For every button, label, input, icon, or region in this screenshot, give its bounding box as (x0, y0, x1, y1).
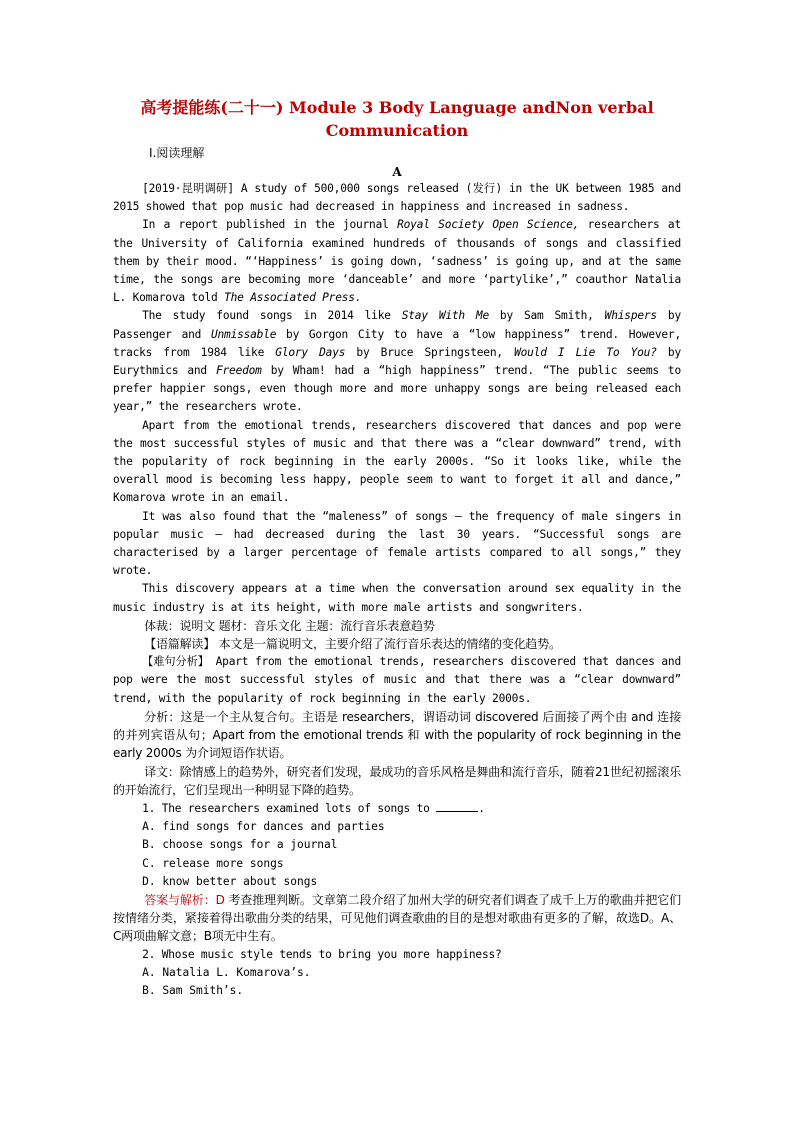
question-1-option-a: A. find songs for dances and parties (142, 820, 385, 834)
passage-paragraph-4: Apart from the emotional trends, researchers discovered that dances and pop were the most successful styles of music and that there was a “clear downward” trend, with the popularity of rock beginning in the early 2000s. “So it looks like, while the overall mood is becoming less happy, people seem to want to forget it all and dance,” Komarova wrote in an email. (113, 418, 681, 505)
title-line-2: Communication (325, 121, 469, 140)
question-1-answer: 答案与解析：D 考查推理判断。文章第二段介绍了加州大学的研究者们调查了成千上万的歌曲并把它们按情绪分类，紧接着得出歌曲分类的结果，可见他们调查歌曲的目的是想对歌曲有更多的了解，故选D。A、C两项曲解文意；B项无中生有。 (113, 892, 681, 944)
structure-analysis: 分析：这是一个主从复合句。主语是 researchers，谓语动词 discovered 后面接了两个由 and 连接的并列宾语从句；Apart from the emotional trends 和 with the popularity of rock beginning in the early 2000s 为介词短语作状语。 (113, 709, 681, 761)
question-1-option-b: B. choose songs for a journal (142, 838, 338, 852)
passage-paragraph-1: [2019·昆明调研] A study of 500,000 songs released (发行) in the UK between 1985 and 2015 showed that pop music had decreased in happiness and increased in sadness. (113, 182, 681, 214)
question-1-stem: 1. The researchers examined lots of songs to . (113, 799, 681, 818)
passage-paragraph-6: This discovery appears at a time when the conversation around sex equality in the music industry is at its height, with more male artists and songwriters. (113, 582, 681, 614)
passage-paragraph-2: In a report published in the journal Royal Society Open Science, researchers at the University of California examined hundreds of thousands of songs and classified them by their mood. “‘Happiness’ is going down, ‘sadness’ is going up, and at the same time, the songs are becoming more ‘danceable’ and more ‘partylike’,” coauthor Natalia L. Komarova told The Associated Press. (113, 218, 681, 305)
translation: 译文：除情感上的趋势外，研究者们发现，最成功的音乐风格是舞曲和流行音乐，随着21世纪初摇滚乐的开始流行，它们呈现出一种明显下降的趋势。 (113, 764, 681, 797)
document-page (113, 96, 681, 1000)
genre-line: 体裁：说明文 题材：音乐文化 主题：流行音乐表意趋势 (144, 618, 435, 633)
press-name: The Associated Press. (224, 291, 362, 305)
answer-label: 答案与解析：D (144, 892, 225, 907)
section-heading: Ⅰ.阅读理解 (149, 146, 205, 160)
question-2-stem: 2. Whose music style tends to bring you more happiness? (142, 947, 502, 961)
question-2-option-b: B. Sam Smith’s. (142, 983, 244, 997)
question-1-option-d: D. know better about songs (142, 874, 318, 888)
passage-paragraph-5: It was also found that the “maleness” of songs — the frequency of male singers in popular music — had decreased during the last 30 years. “Successful songs are characterised by a larger percentage of female artists compared to all songs,” they wrote. (113, 509, 681, 578)
question-2-option-a: A. Natalia L. Komarova’s. (142, 965, 311, 979)
passage-label: A (392, 165, 402, 179)
passage-paragraph-3: The study found songs in 2014 like Stay With Me by Sam Smith, Whispers by Passenger and Unmissable by Gorgon City to have a “low happiness” trend. However, tracks from 1984 like Glory Days by Bruce Springsteen, Would I Lie To You? by Eurythmics and Freedom by Wham! had a “high happiness” trend. “The public seems to prefer happier songs, even though more and more unhappy songs are being released each year,” the researchers wrote. (113, 309, 681, 414)
answer-blank (436, 799, 478, 812)
title-line-1: 高考提能练(二十一) Module 3 Body Language andNon verbal (140, 98, 654, 117)
difficult-sentence: 【难句分析】 Apart from the emotional trends, researchers discovered that dances and pop were the most successful styles of music and that there was a “clear downward” trend, with the popularity of rock beginning in the early 2000s. (113, 655, 681, 705)
summary-line: 【语篇解读】 本文是一篇说明文，主要介绍了流行音乐表达的情绪的变化趋势。 (144, 637, 561, 652)
question-1-option-c: C. release more songs (142, 856, 284, 870)
journal-name: Royal Society Open Science, (397, 218, 580, 232)
page-title (113, 96, 681, 142)
